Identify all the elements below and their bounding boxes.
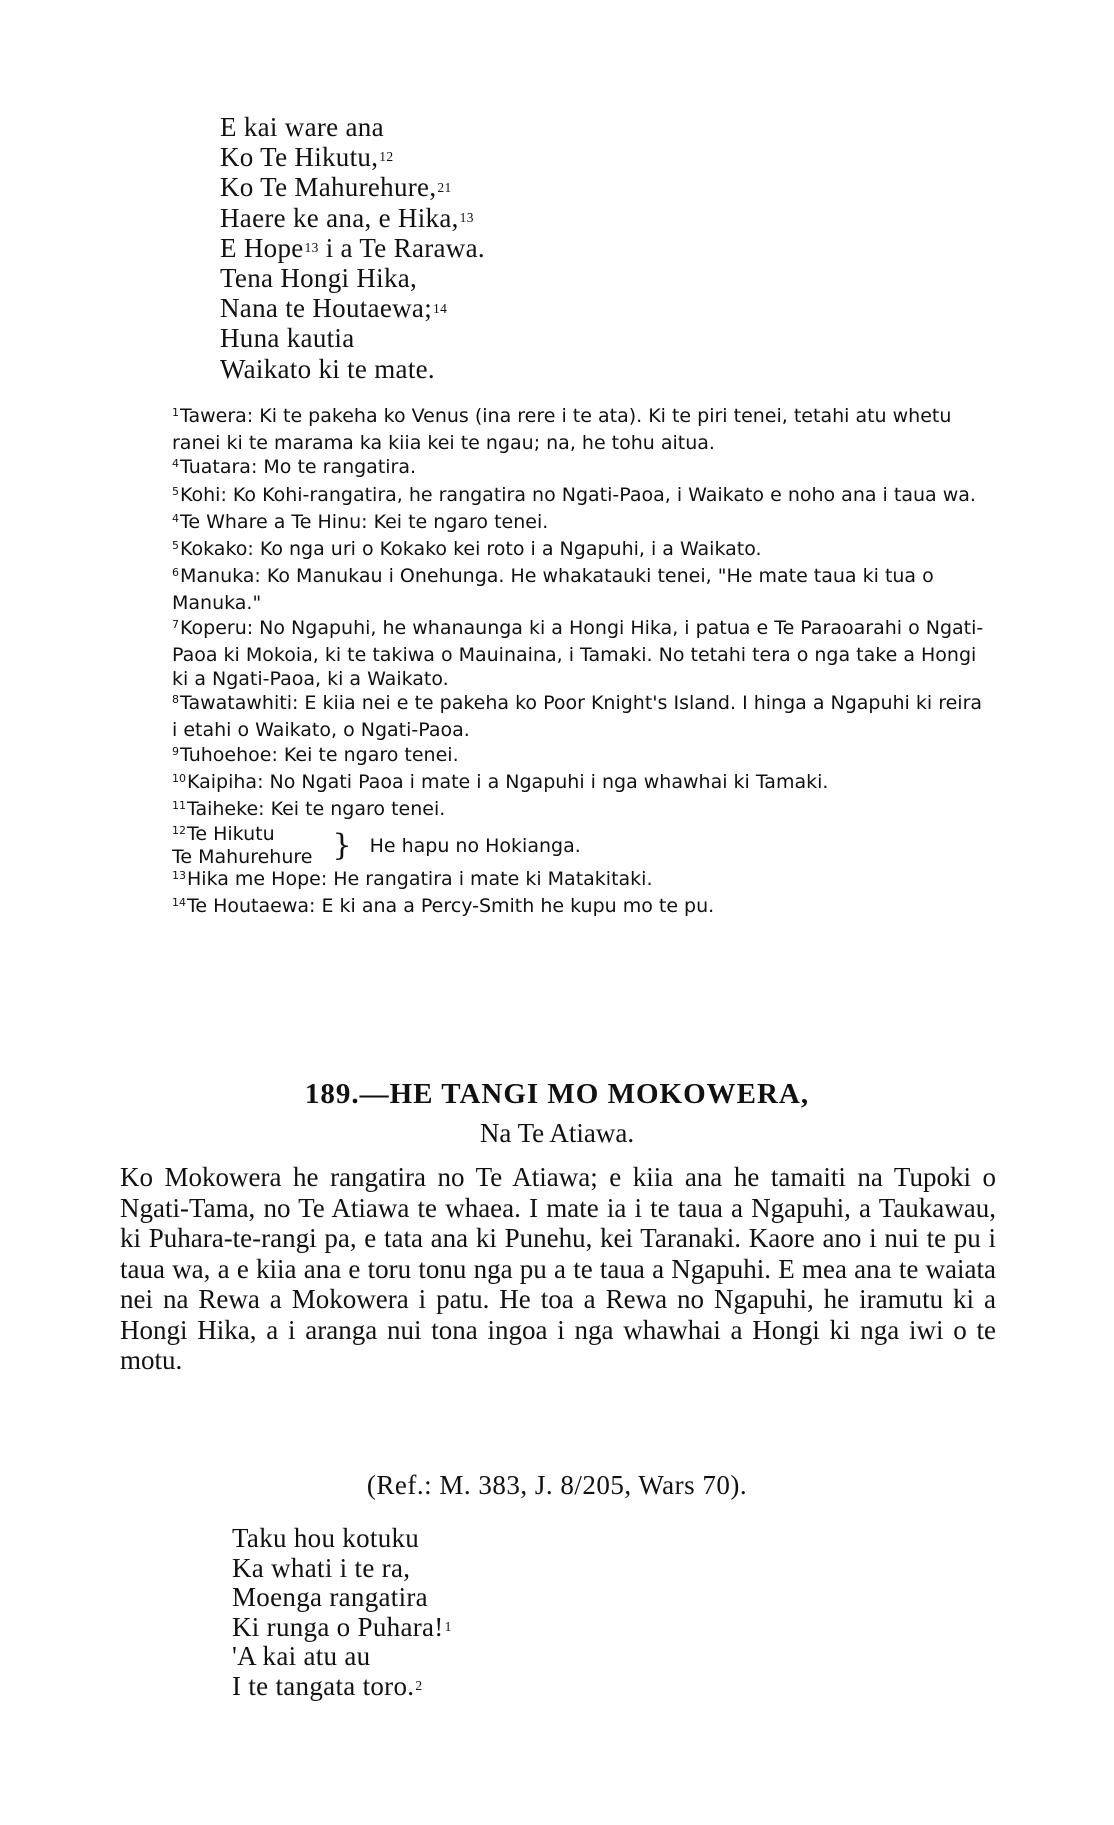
footnote: $^{14}$Te Houtaewa: E ki ana a Percy-Smith he kupu mo te pu.	[172, 895, 715, 918]
footnote: $^6$Manuka: Ko Manukau i Onehunga. He whakatauki tenei, "He mate taua ki tua o Manuka."	[172, 565, 934, 615]
footnote: $^5$Kohi: Ko Kohi-rangatira, he rangatira no Ngati-Paoa, i Waikato e noho ana i taua wa.	[172, 483, 976, 506]
poem-line: Huna kautia	[220, 323, 355, 354]
footnote-ref: 21	[437, 179, 452, 195]
brace-icon: }	[332, 827, 352, 863]
poem-line: Ka whati i te ra,	[232, 1552, 411, 1583]
section-title: 189.—HE TANGI MO MOKOWERA,	[304, 1078, 810, 1110]
footnote: $^9$Tuhoehoe: Kei te ngaro tenei.	[172, 743, 459, 766]
poem-bottom	[232, 1524, 452, 1702]
footnote: $^8$Tawatawhiti: E kiia nei e te pakeha ko Poor Knight's Island. I hinga a Ngapuhi ki reira i etahi o Waikato, o Ngati-Paoa.	[172, 692, 983, 742]
poem-line: E Hope$^{13}$ i a Te Rarawa.	[220, 232, 485, 263]
footnote-ref: 14	[433, 300, 448, 316]
hapu-names: $^{12}$Te Hikutu Te Mahurehure	[172, 823, 313, 869]
footnote-ref: 2	[415, 1678, 423, 1694]
footnote: $^4$Tuatara: Mo te rangatira.	[172, 456, 417, 479]
footnotes	[170, 404, 992, 922]
poem-line: Moenga rangatira	[232, 1582, 428, 1613]
poem-top	[220, 112, 485, 384]
footnote: $^5$Kokako: Ko nga uri o Kokako kei roto i a Ngapuhi, i a Waikato.	[172, 538, 762, 561]
footnote-ref: 13	[304, 240, 319, 256]
poem-line: Ki runga o Puhara!$^1$	[232, 1611, 452, 1642]
reference-line: (Ref.: M. 383, J. 8/205, Wars 70).	[366, 1470, 748, 1500]
footnote-ref: 1	[444, 1619, 452, 1635]
footnote: $^{10}$Kaipiha: No Ngati Paoa i mate i a Ngapuhi i nga whawhai ki Tamaki.	[172, 770, 829, 793]
poem-line: Tena Hongi Hika,	[220, 263, 418, 294]
poem-line: Taku hou kotuku	[232, 1523, 420, 1553]
poem-line: E kai ware ana	[220, 112, 384, 142]
poem-line: Waikato ki te mate.	[220, 353, 435, 384]
poem-line: Haere ke ana, e Hika,$^{13}$	[220, 202, 474, 233]
poem-line: Ko Te Mahurehure,$^{21}$	[220, 172, 452, 203]
footnote-ref: 13	[459, 209, 474, 225]
poem-line: 'A kai atu au	[232, 1641, 371, 1672]
footnote: $^1$Tawera: Ki te pakeha ko Venus (ina rere i te ata). Ki te piri tenei, tetahi atu whetu ranei ki te marama ka kiia kei te ngau; na, he tohu aitua.	[172, 405, 952, 455]
footnote: $^{11}$Taiheke: Kei te ngaro tenei.	[172, 798, 446, 821]
section-subtitle: Na Te Atiawa.	[479, 1118, 635, 1148]
section-body: Ko Mokowera he rangatira no Te Atiawa; e kiia ana he tamaiti na Tupoki o Ngati-Tama, no Te Atiawa te whaea. I mate ia i te taua a Ngapuhi, a Taukawau, ki Puhara-te-rangi pa, e tata ana ki Punehu, kei Taranaki. Kaore ano i nui te pu i taua wa, a e kiia ana e toru tonu nga pu a te taua a Ngapuhi. E mea ana te waiata nei na Rewa a Mokowera i patu. He toa a Rewa no Ngapuhi, he iramutu ki a Hongi Hika, a i aranga nui tona ingoa i nga whawhai a Hongi ki nga iwi o te motu.	[120, 1162, 996, 1375]
footnote-ref: 12	[379, 149, 394, 165]
poem-line: I te tangata toro.$^2$	[232, 1670, 423, 1701]
footnote: $^4$Te Whare a Te Hinu: Kei te ngaro tenei.	[172, 510, 549, 533]
poem-line: Nana te Houtaewa;$^{14}$	[220, 293, 448, 324]
footnote: $^{13}$Hika me Hope: He rangatira i mate ki Matakitaki.	[172, 868, 653, 891]
poem-line: Ko Te Hikutu,$^{12}$	[220, 142, 394, 173]
footnote-hapu: $^{12}$Te Hikutu Te Mahurehure } He hapu no Hokianga.	[172, 823, 581, 869]
footnote: $^7$Koperu: No Ngapuhi, he whanaunga ki a Hongi Hika, i patua e Te Paraoarahi o Ngati-Paoa ki Mokoia, ki te takiwa o Mauinaina, i Tamaki. No tetahi tera o nga take a Hongi ki a Ngati-Paoa, ki a Waikato.	[172, 616, 984, 691]
